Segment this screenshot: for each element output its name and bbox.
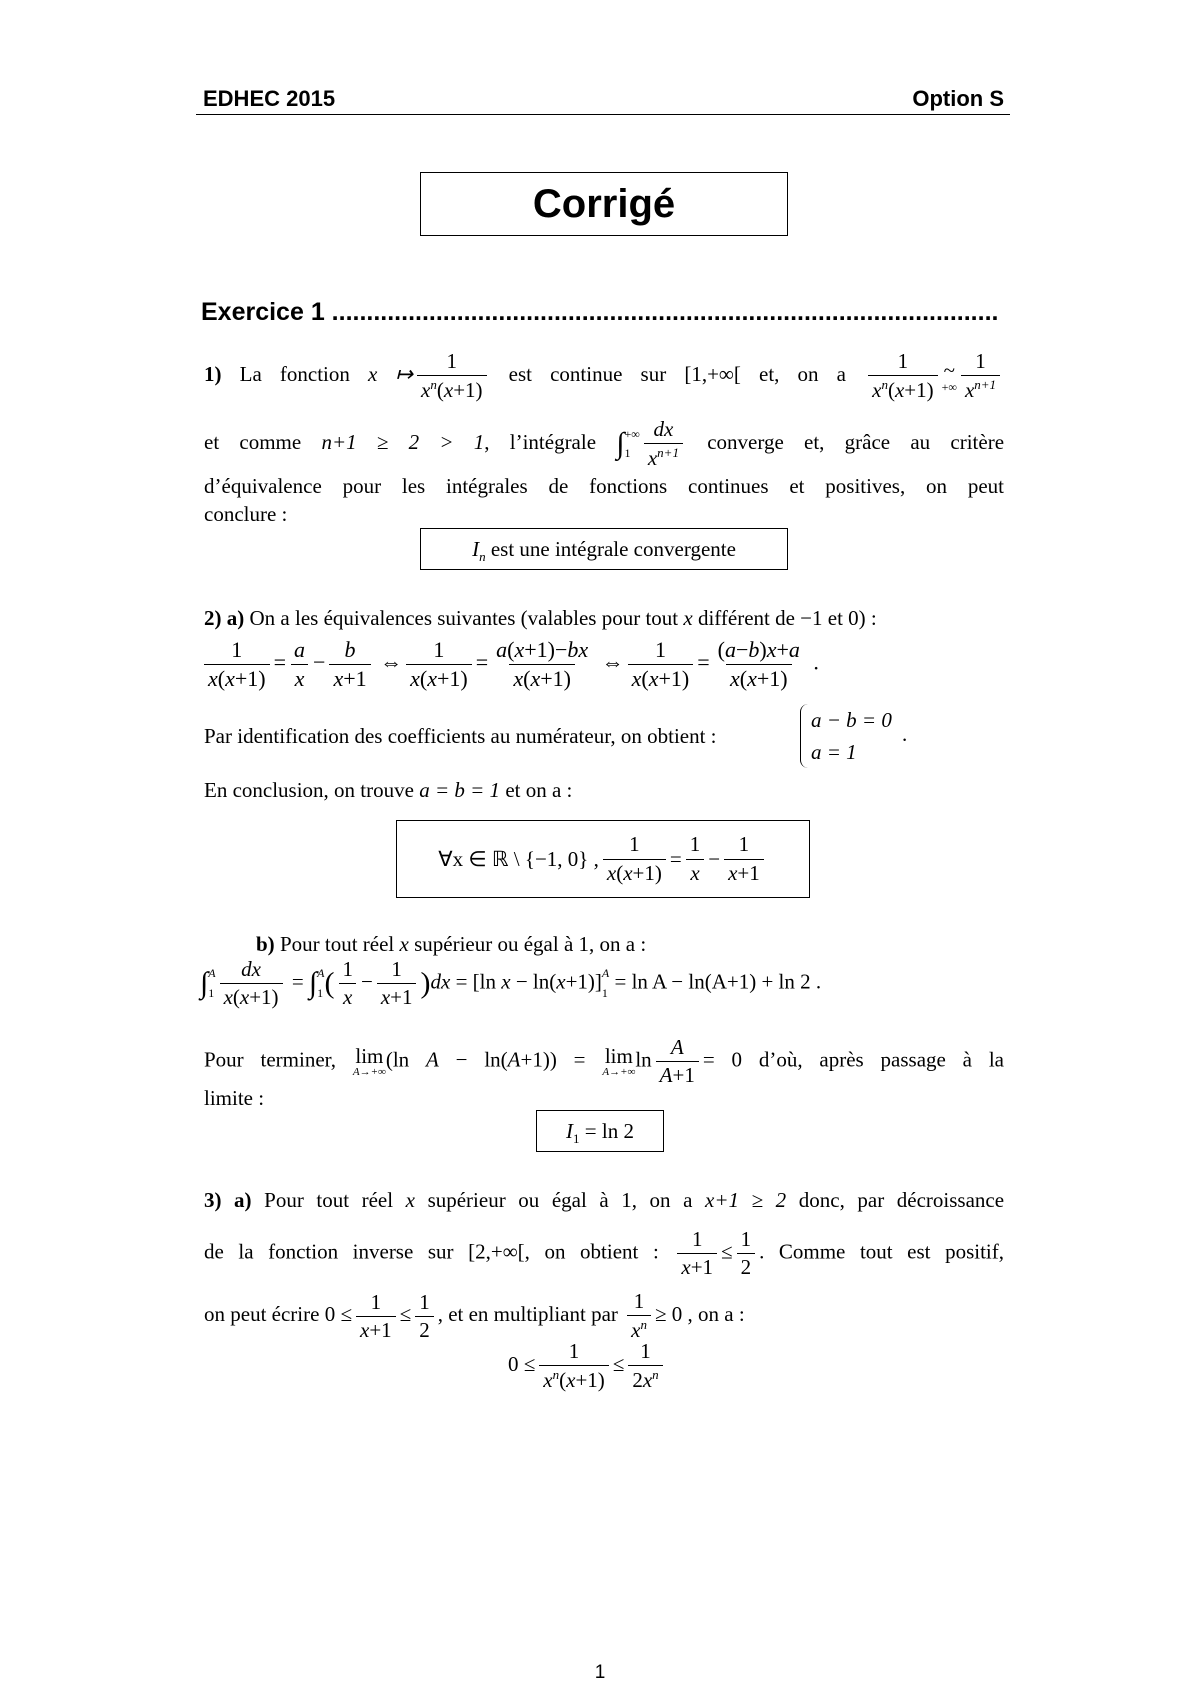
q1-line-4: conclure : <box>204 502 288 526</box>
q2b-intro-a: Pour tout réel <box>279 932 395 956</box>
q1-map: x ↦ <box>368 361 414 386</box>
q2-result-box: ∀x ∈ ℝ \ {−1, 0} , $\frac{1}{x(x+1)}$ = $\frac{1}{x}$ − $\frac{1}{x+1}$ <box>396 820 810 898</box>
q3-line-3: on peut écrire 0 ≤ $\frac{1}{x+1}$ ≤ $\frac{1}{2}$ , et en multipliant par $\frac{1}{x^n}$ ≥ 0 , on a : <box>204 1289 745 1343</box>
q2-concl-b: et on a : <box>505 778 573 802</box>
q1-result-box: $I_n$ est une intégrale convergente <box>420 528 788 570</box>
q3-l2-a: de la fonction inverse sur <box>204 1239 454 1264</box>
q2b-limit-line: Pour terminer, lim A→+∞ (ln A − ln(A+1)) = lim A→+∞ ln $\frac{A}{A+1}$ = 0 d’où, après passage à la <box>204 1035 1004 1088</box>
q3-l3-b: , et en multipliant par <box>437 1301 618 1326</box>
q3-l2-c: . Comme tout est positif, <box>759 1239 1004 1264</box>
q2-system <box>800 704 892 768</box>
q1-integral: ∫ +∞ 1 $\frac{dx}{x^{n+1}}$ <box>616 430 687 454</box>
q2b-label: b) <box>256 932 275 956</box>
exercise-dots: ................................................................................................ <box>331 298 999 326</box>
q1-condition: n+1 ≥ 2 > 1 <box>321 429 485 454</box>
q1-l2-text-a: et comme <box>204 429 302 454</box>
q2b-limite: limite : <box>204 1086 265 1110</box>
q1-interval: [1,+∞[ <box>684 361 741 386</box>
q2-ident-text: Par identification des coefficients au numérateur, on obtient : <box>204 724 717 748</box>
q1-fraction-3: $\frac{1}{x^{n+1}}$ <box>961 350 1000 402</box>
q2b-result-box: $I_1 = \ln 2$ <box>536 1110 664 1152</box>
q3-l2-b: , on obtient : <box>524 1239 659 1264</box>
q2b-intro: b) Pour tout réel x supérieur ou égal à 1, on a : <box>256 932 647 956</box>
q3-l1-c: donc, par décroissance <box>798 1188 1005 1212</box>
header-right: Option S <box>912 86 1004 111</box>
title-box <box>420 172 788 236</box>
q2-conclusion <box>204 776 1004 804</box>
q1-line-1 <box>204 350 1004 402</box>
q1-line-2 <box>204 418 1004 470</box>
q1-line-3: d’équivalence pour les intégrales de fonctions continues et positives, on peut <box>204 474 1004 498</box>
q2-concl-eq: a = b = 1 <box>419 778 501 802</box>
q3-l3-a: on peut écrire <box>204 1301 320 1326</box>
q2-label: 2) a) <box>204 606 245 630</box>
exercise-label: Exercice 1 <box>201 298 325 326</box>
q2-intro-b: différent de −1 et 0) : <box>697 606 877 630</box>
q2-intro: 2) a) On a les équivalences suivantes (valables pour tout x différent de −1 et 0) : <box>204 606 877 630</box>
q2-intro-a: On a les équivalences suivantes (valables pour tout <box>249 606 679 630</box>
q3-l1-b: supérieur ou égal à 1, on a <box>427 1188 693 1212</box>
q2-system-1: a − b = 0 <box>811 708 892 732</box>
header-left: EDHEC 2015 <box>203 86 336 111</box>
q3-l1-a: Pour tout réel <box>264 1188 394 1212</box>
header-rule <box>196 114 1010 115</box>
q2b-term-a: Pour terminer, <box>204 1047 337 1072</box>
q3-l2-interval: [2,+∞[ <box>468 1239 525 1264</box>
q2b-intro-b: supérieur ou égal à 1, on a : <box>414 932 647 956</box>
q3-l1-eq: x+1 ≥ 2 <box>705 1188 787 1212</box>
q2b-term-b: d’où, après passage à la <box>758 1047 1004 1072</box>
q1-equiv: ~ +∞ <box>941 357 957 394</box>
q3-line-2: de la fonction inverse sur [2,+∞[, on obtient : $\frac{1}{x+1}$ ≤ $\frac{1}{2}$ . Comme tout est positif, <box>204 1227 1004 1280</box>
q1-fraction-1: $\frac{1}{x^n(x+1)}$ <box>417 350 487 402</box>
q2b-result: = ln A − ln(A+1) + ln 2 . <box>614 969 822 994</box>
q1-fraction-2: $\frac{1}{x^n(x+1)}$ <box>868 350 938 402</box>
q1-text-2: est continue sur <box>508 361 667 386</box>
q1-text-1: La fonction <box>239 361 350 386</box>
q2-concl-a: En conclusion, on trouve <box>204 778 414 802</box>
q2b-integral: ∫ A 1 $\frac{dx}{x(x+1)}$ = ∫ A 1 ( $\frac{1}{x}$ − $\frac{1}{x+1}$ )dx = [ln x − ln(x+1)] A 1 = ln A − ln(A+1) + ln 2 . <box>200 957 822 1010</box>
q2-box-prefix: ∀x ∈ ℝ \ {−1, 0} , <box>438 846 599 871</box>
q1-label: 1) <box>204 361 222 386</box>
q3-line-1: 3) a) Pour tout réel x supérieur ou égal à 1, on a x+1 ≥ 2 donc, par décroissance <box>204 1188 1005 1212</box>
exercise-heading <box>201 298 1001 327</box>
q1-result-text: est une intégrale convergente <box>490 537 736 561</box>
q1-text-3: et, on a <box>759 361 846 386</box>
q2-system-dot: . <box>902 722 908 746</box>
q1-l2-text-c: converge et, grâce au critère <box>707 429 1005 454</box>
q2-equivalences: $\frac{1}{x(x+1)}$ = $\frac{a}{x}$ − $\frac{b}{x+1}$ ⇔ $\frac{1}{x(x+1)}$ = $\frac{a(x+1)-bx}{x(x+1)}$ ⇔ $\frac{1}{x(x+1)}$ = $\frac{(a-b)x+a}{x(x+1)}$ . <box>200 638 819 691</box>
page-number: 1 <box>594 1662 606 1683</box>
page-title: Corrigé <box>532 182 676 226</box>
q2-system-2: a = 1 <box>811 740 857 764</box>
q2b-result-text: = ln 2 <box>584 1119 634 1143</box>
q3-inequality: 0 ≤ $\frac{1}{x^n(x+1)}$ ≤ $\frac{1}{2x^n}$ <box>508 1340 667 1392</box>
q3-label: 3) a) <box>204 1188 252 1212</box>
q1-l2-text-b: , l’intégrale <box>484 429 597 454</box>
q3-l3-c: ≥ 0 , on a : <box>654 1301 745 1326</box>
